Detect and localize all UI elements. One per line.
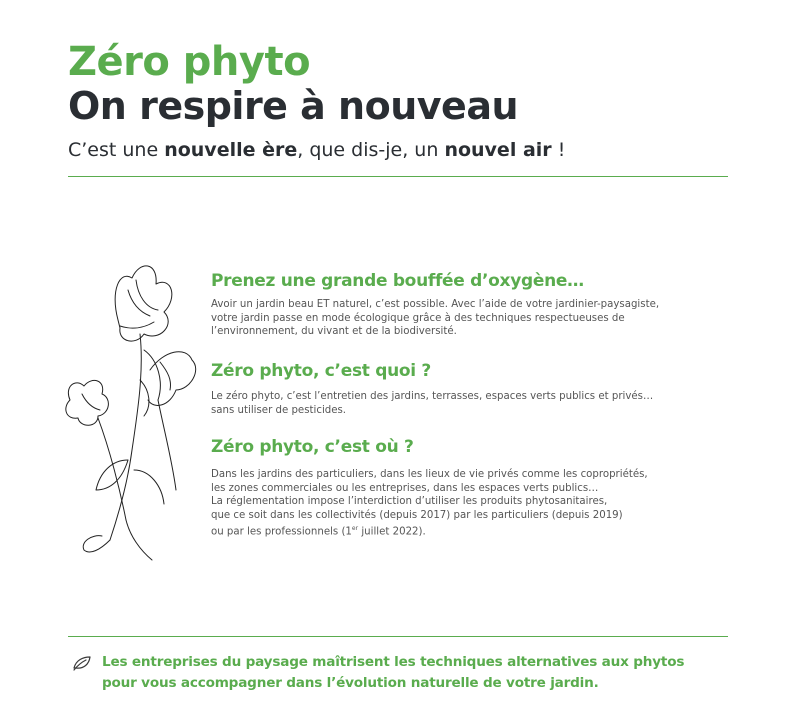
top-divider: [68, 176, 728, 177]
body-line: Le zéro phyto, c’est l’entretien des jardins, terrasses, espaces verts publics et privés…: [211, 391, 654, 402]
body-line: les zones commerciales ou les entreprises, dans les espaces verts publics…: [211, 482, 599, 494]
body-line: l’environnement, du vivant et de la biodiversité.: [211, 326, 457, 337]
footer-message: [102, 652, 684, 694]
section-body-quoi: [211, 390, 741, 417]
subtitle: [68, 136, 565, 164]
bottom-divider: [68, 636, 728, 637]
leaf-icon: [72, 655, 92, 671]
title-on-respire: On respire à nouveau: [68, 84, 519, 128]
footer-line-1: Les entreprises du paysage maîtrisent les techniques alternatives aux phytos: [102, 654, 685, 670]
title-zero-phyto: Zéro phyto: [68, 39, 311, 85]
flower-line-illustration: [40, 250, 220, 570]
body-line: Avoir un jardin beau ET naturel, c’est possible. Avec l’aide de votre jardinier-paysagiste,: [211, 299, 660, 310]
body-line-part: juillet 2022).: [358, 526, 426, 538]
body-line: votre jardin passe en mode écologique grâce à des techniques respectueuses de: [211, 312, 625, 324]
subtitle-bold-1: nouvelle ère: [164, 139, 298, 161]
subtitle-part-2: , que dis-je, un: [297, 139, 445, 161]
section-body-oxygene: [211, 298, 741, 339]
body-line-part: ou par les professionnels (1: [211, 526, 352, 538]
body-line: La réglementation impose l’interdiction d’utiliser les produits phytosanitaires,: [211, 496, 608, 507]
section-title-ou: Zéro phyto, c’est où ?: [211, 437, 414, 457]
footer-line-2: pour vous accompagner dans l’évolution naturelle de votre jardin.: [102, 675, 599, 691]
section-title-quoi: Zéro phyto, c’est quoi ?: [211, 361, 431, 381]
subtitle-part-1: C’est une: [68, 139, 165, 161]
subtitle-part-3: !: [551, 139, 566, 161]
section-body-ou: [211, 468, 741, 539]
section-title-oxygene: Prenez une grande bouffée d’oxygène…: [211, 271, 584, 291]
body-line: que ce soit dans les collectivités (depuis 2017) par les particuliers (depuis 2019): [211, 509, 623, 521]
body-line: sans utiliser de pesticides.: [211, 404, 347, 416]
subtitle-bold-2: nouvel air: [444, 139, 552, 161]
superscript: er: [351, 525, 359, 532]
body-line: Dans les jardins des particuliers, dans les lieux de vie privés comme les copropriétés,: [211, 469, 648, 480]
body-line: [211, 522, 741, 539]
